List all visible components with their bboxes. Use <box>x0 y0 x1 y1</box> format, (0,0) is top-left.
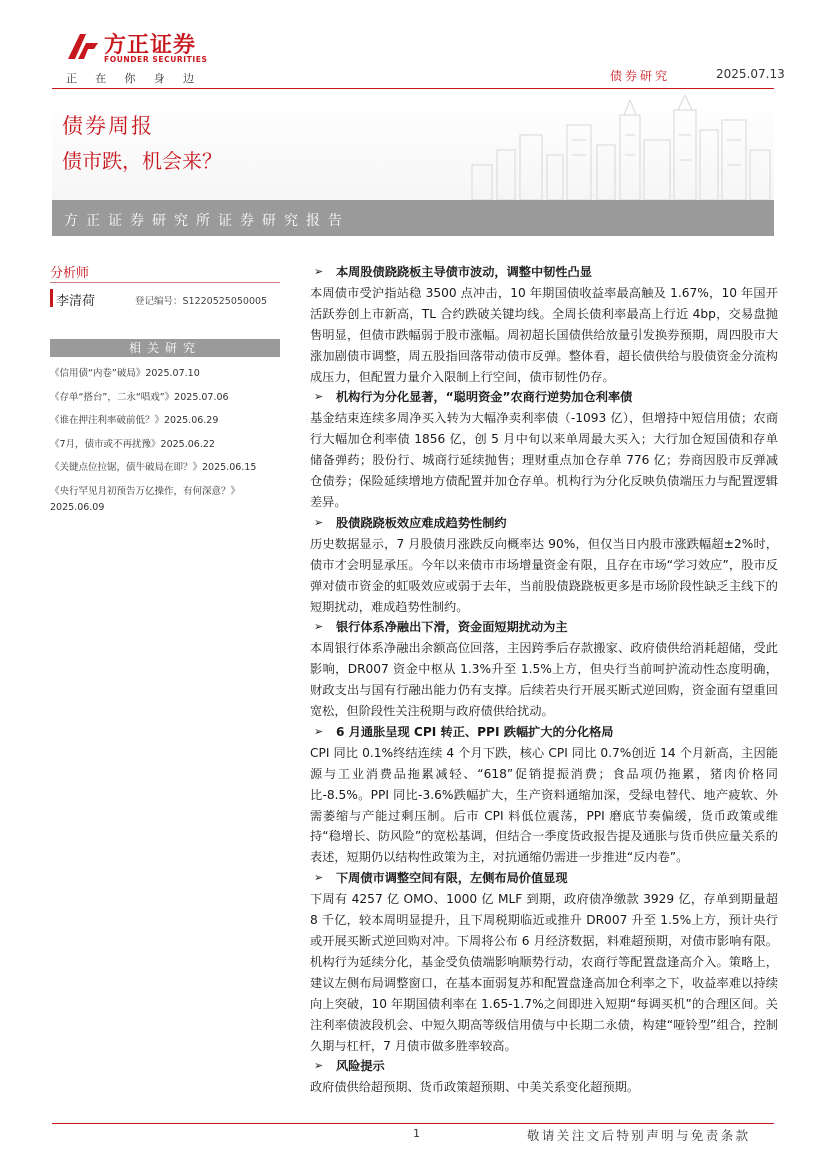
slogan-char: 在 <box>95 72 107 85</box>
section-heading: 本周股债跷跷板主导债市波动，调整中韧性凸显 <box>336 265 592 279</box>
summary-section <box>310 513 778 618</box>
section-body: 本周债市受沪指站稳 3500 点冲击，10 年期国债收益率最高触及 1.67%，10 年国开活跃券创上市新高，TL 合约跌破关键均线。全周长债利率最高上行近 4bp，交易盘抛售明显，但债市跌幅弱于股市涨幅。周初超长国债供给放量引发换券预期，周四股市大涨加剧债市调整，周五股指回落带动债市反弹。整体看，超长债供给与股债资金分流构成压力，但配置力量介入限制上行空间，债市韧性仍存。 <box>310 285 778 384</box>
summary-section <box>310 1056 778 1098</box>
analyst-accent-bar <box>50 289 53 307</box>
slogan-char: 身 <box>153 72 165 85</box>
section-heading: 风险提示 <box>336 1059 385 1074</box>
arrow-bullet-icon: ➢ <box>314 1059 324 1073</box>
footer-divider <box>52 1123 774 1124</box>
section-heading: 银行体系净融出下滑，资金面短期扰动为主 <box>336 620 568 635</box>
related-research-item[interactable]: 《关键点位拉锯，债牛破局在即？》2025.06.15 <box>50 462 257 473</box>
section-body: CPI 同比 0.1%终结连续 4 个月下跌，核心 CPI 同比 0.7%创近 14 个月新高，主因能源与工业消费品拖累减轻、“618”促销提振消费；食品项仍拖累，猪肉价格同比-8.5%。PPI 同比-3.6%跌幅扩大，生产资料通缩加深，受绿电替代、地产疲软、外需萎缩与产能过剩压制。后市 CPI 料低位震荡，PPI 磨底节奏偏缓，货币政策或维持“稳增长、防风险”的宽松基调，但结合一季度货政报告提及通胀与货币供应量关系的表述，短期仍以结构性政策为主，对抗通缩仍需进一步推进“反内卷”。 <box>310 745 778 865</box>
section-heading: 股债跷跷板效应难成趋势性制约 <box>336 515 507 530</box>
section-body: 历史数据显示，7 月股债月涨跌反向概率达 90%，但仅当日内股市涨跌幅超±2%时，债市才会明显承压。今年以来债市市场增量资金有限，且存在市场“学习效应”，股市反弹对债市资金的虹吸效应或弱于去年，当前股债跷跷板更多是市场阶段性缺乏主线下的短期扰动，难成趋势性制约。 <box>310 536 778 614</box>
section-body: 基金结束连续多周净买入转为大幅净卖利率债（-1093 亿），但增持中短信用债；农商行大幅加仓利率债 1856 亿，创 5 月中旬以来单周最大买入；大行加仓短国债和存单储备弹药；股份行、城商行延续抛售；理财重点加仓存单 776 亿；券商因股市反弹减仓债券；保险延续增地方债配置并加仓存单。机构行为分化反映负债端压力与配置逻辑差异。 <box>310 411 778 509</box>
arrow-bullet-icon: ➢ <box>314 515 324 529</box>
arrow-bullet-icon: ➢ <box>314 724 324 738</box>
section-body: 下周有 4257 亿 OMO、1000 亿 MLF 到期，政府债净缴款 3929 亿，存单到期量超 8 千亿，较本周明显提升，且下周税期临近或推升 DR007 升至 1.5%上方，预计央行或开展买断式逆回购对冲。下周将公布 6 月经济数据，料难超预期，对债市影响有限。机构行为延续分化，基金受负债端影响顺势行动，农商行等配置盘逢高介入。策略上，建议左侧布局调整窗口，在基本面弱复苏和配置盘逢高加仓利率之下，收益率难以持续向上突破，10 年期国债利率在 1.65-1.7%之间即进入短期“每调买机”的合理区间。关注利率债波段机会、中短久期高等级信用债与中长期二永债，构建“哑铃型”组合，控制久期与杠杆，7 月债市做多胜率较高。 <box>310 892 778 1053</box>
related-research-item[interactable]: 《信用债“内卷”破局》2025.07.10 <box>50 368 200 379</box>
summary-section <box>310 617 778 722</box>
report-category: 债券研究 <box>610 69 671 83</box>
slogan-char: 边 <box>183 72 194 85</box>
summary-section <box>310 387 778 512</box>
institute-label: 方正证券研究所证券研究报告 <box>64 213 350 229</box>
disclaimer-note: 敬请关注文后特别声明与免责条款 <box>527 1128 751 1143</box>
arrow-bullet-icon: ➢ <box>314 871 324 885</box>
related-research-header: 相关研究 <box>50 339 280 357</box>
header-divider <box>52 88 774 89</box>
section-heading: 下周债市调整空间有限，左侧布局价值显现 <box>336 871 568 886</box>
report-summary <box>310 262 778 1098</box>
founder-logo-icon <box>66 31 100 61</box>
summary-section <box>310 262 778 387</box>
arrow-bullet-icon: ➢ <box>314 390 324 404</box>
report-headline: 债市跌，机会来？ <box>62 149 222 173</box>
analyst-name: 李清荷 <box>56 294 96 309</box>
slogan-char: 正 <box>66 72 77 85</box>
report-date: 2025.07.13 <box>716 67 785 81</box>
section-body: 政府债供给超预期、货币政策超预期、中美关系变化超预期。 <box>310 1080 640 1095</box>
slogan <box>66 70 194 86</box>
slogan-char: 你 <box>124 72 136 85</box>
related-research-item[interactable]: 《央行罕见月初预告万亿操作，有何深意？》2025.06.09 <box>50 485 241 513</box>
section-body: 本周银行体系净融出余额高位回落，主因跨季后存款搬家、政府债供给消耗超储，受此影响，DR007 资金中枢从 1.3%升至 1.5%上方，但央行当前呵护流动性态度明确，财政支出与国有行融出能力仍有支撑。后续若央行开展买断式逆回购，资金面有望重回宽松，但阶段性关注税期与政府债供给扰动。 <box>310 641 778 719</box>
section-heading: 6 月通胀呈现 CPI 转正、PPI 跌幅扩大的分化格局 <box>336 724 614 739</box>
analyst-registration: 登记编号：S1220525050005 <box>135 296 268 307</box>
summary-section <box>310 868 778 1056</box>
logo-text: 方正证券 <box>104 33 197 58</box>
page-number: 1 <box>413 1127 420 1140</box>
analyst-divider <box>50 282 280 283</box>
related-research-list <box>50 362 282 516</box>
logo-english: FOUNDER SECURITIES <box>104 55 208 64</box>
related-research-item[interactable]: 《存单“搭台”，二永“唱戏”》2025.07.06 <box>50 391 229 403</box>
related-research-item[interactable]: 《谁在押注利率破前低？》2025.06.29 <box>50 415 219 426</box>
summary-section <box>310 722 778 868</box>
arrow-bullet-icon: ➢ <box>314 265 324 278</box>
section-heading: 机构行为分化显著，“聪明资金”农商行逆势加仓利率债 <box>336 390 633 405</box>
related-research-item[interactable]: 《7月，债市或不再扰豫》2025.06.22 <box>50 438 215 450</box>
arrow-bullet-icon: ➢ <box>314 620 324 634</box>
analyst-header: 分析师 <box>50 266 90 281</box>
report-type-title: 债券周报 <box>62 114 154 138</box>
